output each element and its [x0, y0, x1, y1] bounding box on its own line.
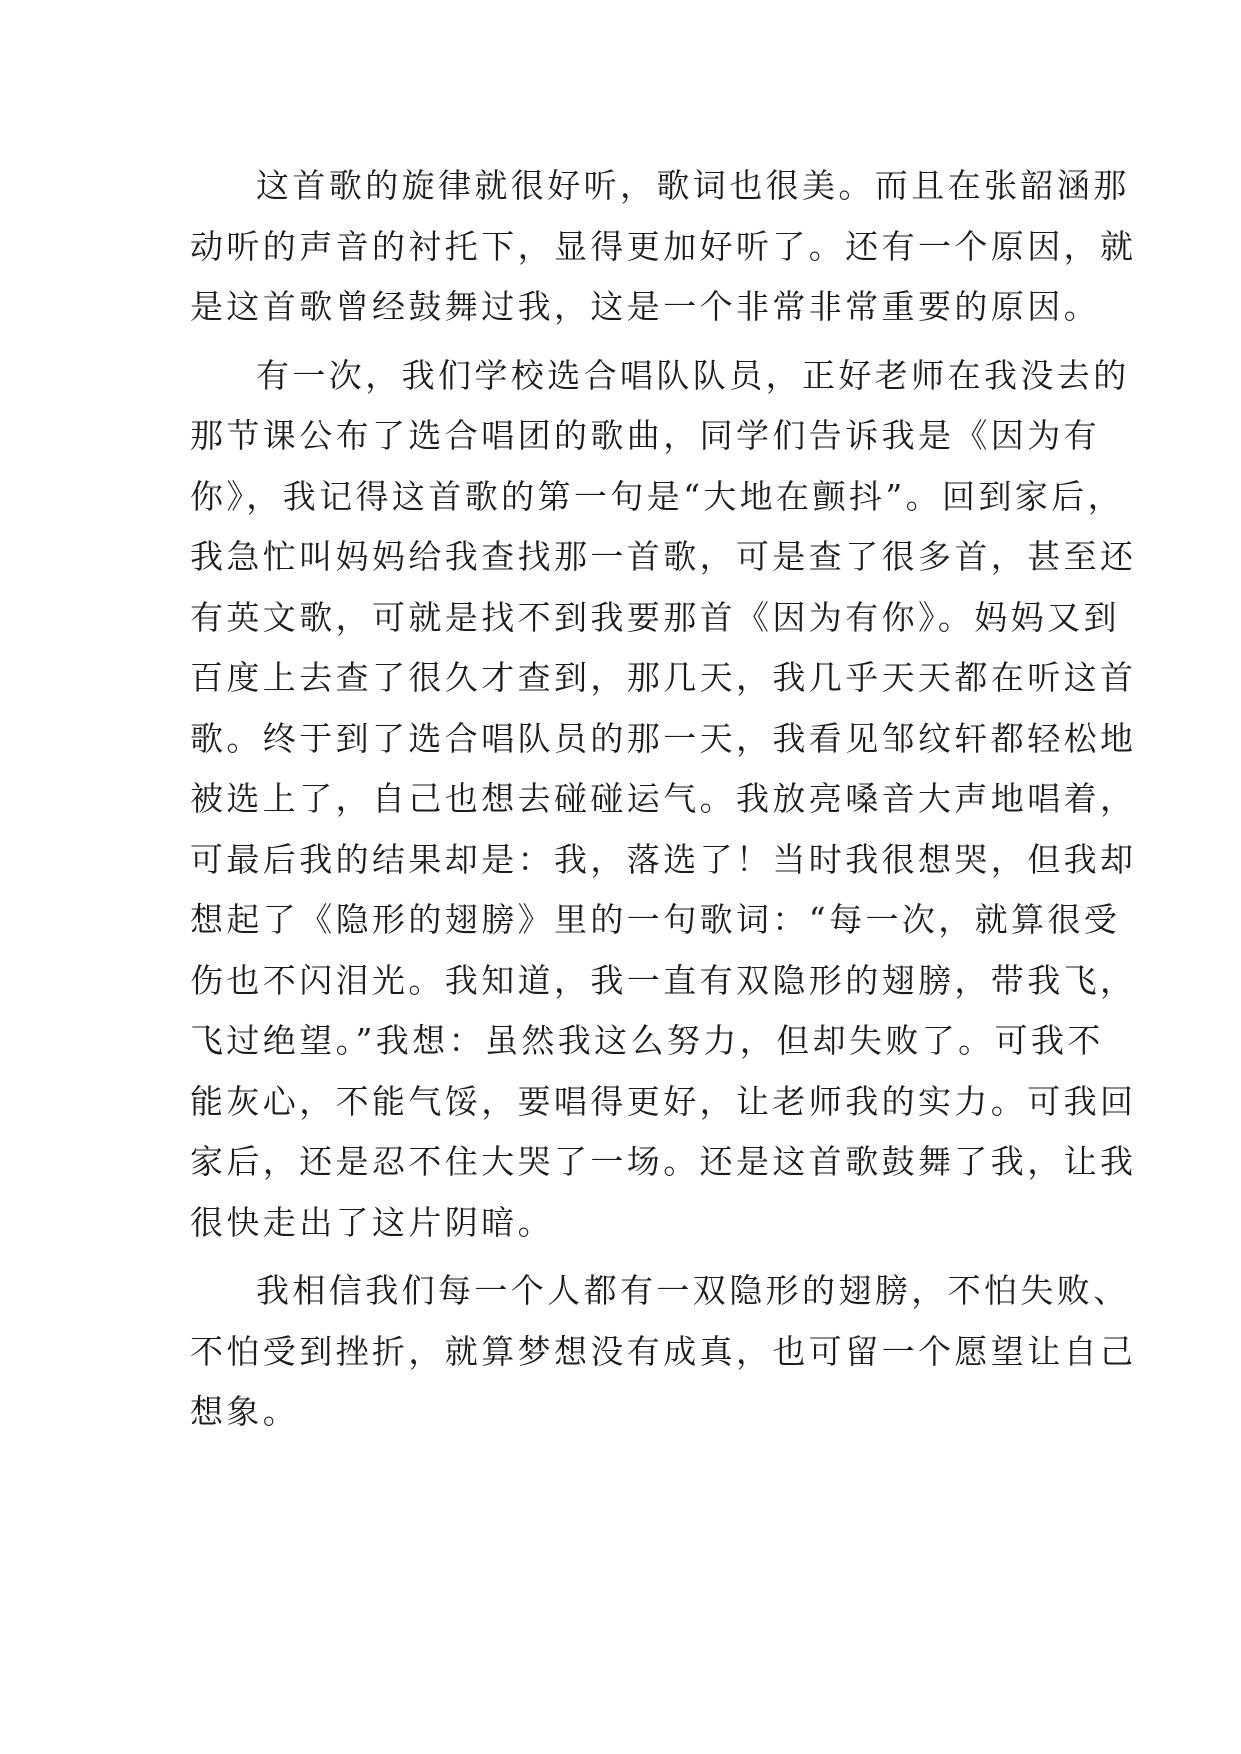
text-line: 这首歌的旋律就很好听，歌词也很美。而且在张韶涵那 [256, 166, 1130, 205]
text-line: 那节课公布了选合唱团的歌曲，同学们告诉我是《因为有 [190, 416, 1100, 455]
text-line: 伤也不闪泪光。我知道，我一直有双隐形的翅膀，带我飞， [190, 960, 1137, 1000]
paragraph-3 [190, 1261, 1137, 1443]
text-line: 不怕受到挫折，就算梦想没有成真，也可留一个愿望让自己 [190, 1331, 1137, 1371]
paragraph-2 [190, 346, 1137, 1254]
text-line: 有英文歌，可就是找不到我要那首《因为有你》。妈妈又到 [190, 597, 1120, 637]
text-line: 你》，我记得这首歌的第一句是“大地在颤抖”。回到家后， [190, 476, 1125, 516]
text-line: 被选上了，自己也想去碰碰运气。我放亮嗓音大声地唱着， [190, 779, 1137, 818]
paragraph-1 [190, 156, 1137, 338]
text-line: 歌。终于到了选合唱队员的那一天，我看见邹纹轩都轻松地 [190, 718, 1137, 758]
text-line: 有一次，我们学校选合唱队队员，正好老师在我没去的 [256, 355, 1130, 395]
text-line: 很快走出了这片阴暗。 [190, 1202, 554, 1242]
text-line: 可最后我的结果却是：我，落选了！当时我很想哭，但我却 [190, 839, 1137, 879]
text-line: 想象。 [190, 1392, 300, 1431]
text-line: 我相信我们每一个人都有一双隐形的翅膀，不怕失败、 [256, 1271, 1130, 1310]
text-line: 能灰心，不能气馁，要唱得更好，让老师我的实力。可我回 [190, 1081, 1137, 1121]
text-line: 是这首歌曾经鼓舞过我，这是一个非常非常重要的原因。 [190, 287, 1100, 326]
text-line: 家后，还是忍不住大哭了一场。还是这首歌鼓舞了我，让我 [190, 1142, 1137, 1181]
text-line: 动听的声音的衬托下，显得更加好听了。还有一个原因，就 [190, 226, 1137, 266]
text-line: 想起了《隐形的翅膀》里的一句歌词：“每一次，就算很受 [190, 900, 1121, 939]
text-line: 飞过绝望。”我想：虽然我这么努力，但却失败了。可我不 [190, 1021, 1104, 1060]
text-line: 百度上去查了很久才查到，那几天，我几乎天天都在听这首 [190, 658, 1137, 697]
text-line: 我急忙叫妈妈给我查找那一首歌，可是查了很多首，甚至还 [190, 537, 1137, 576]
essay-body [190, 156, 1137, 1451]
